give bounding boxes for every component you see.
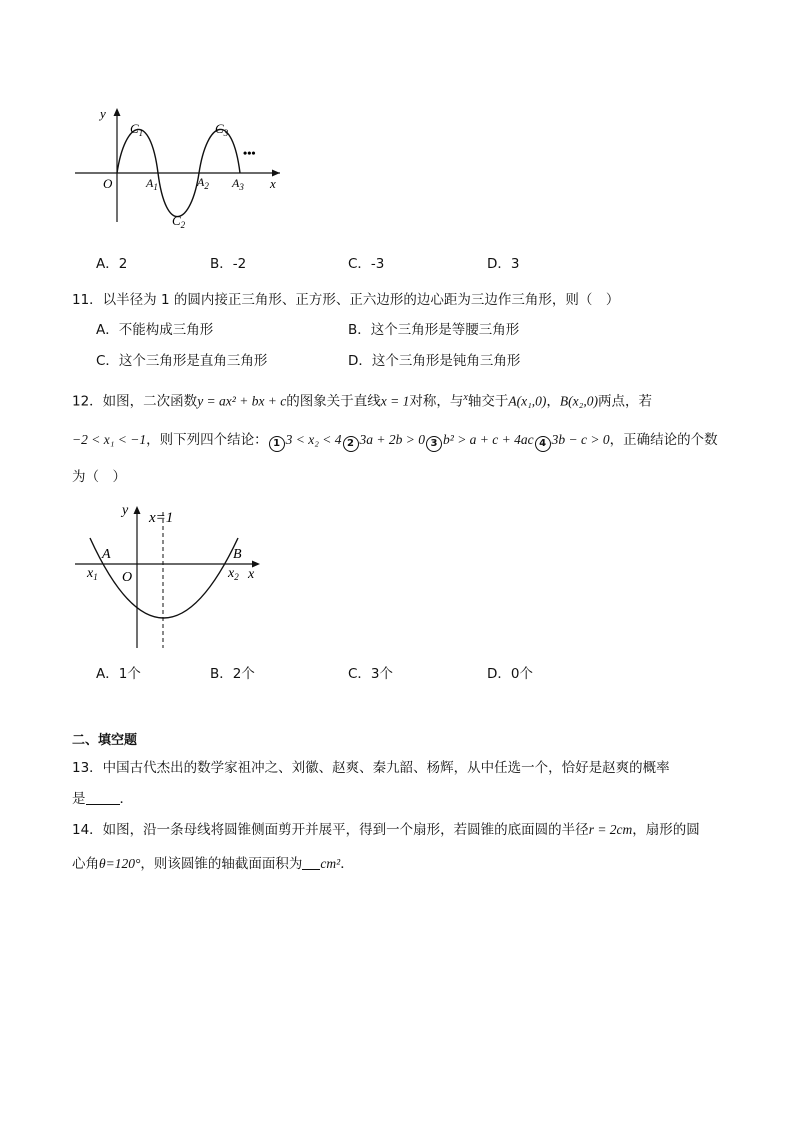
fig1-y-label: y bbox=[100, 106, 106, 121]
fig2-y-label: y bbox=[122, 503, 129, 518]
q11-option-d: D．这个三角形是钝角三角形 bbox=[348, 353, 521, 369]
q12-option-d: D．0个 bbox=[487, 666, 533, 682]
svg-text:C1: $C_1$ bbox=[130, 121, 144, 138]
fig1-ellipsis: ••• bbox=[243, 146, 256, 160]
q12-line1: 12．如图，二次函数y = ax² + bx + c的图象关于直线x = 1对称，与$^x$轴交于A(x₁,0)，B(x₂,0)两点，若 bbox=[72, 392, 652, 410]
q10-option-c: C．-3 bbox=[348, 256, 385, 272]
svg-text:A3: $A_3$ bbox=[232, 176, 244, 192]
fig1-origin-label: O bbox=[103, 176, 113, 191]
q14-line2: 心角θ=120°，则该圆锥的轴截面面积为 cm²． bbox=[72, 856, 354, 872]
fig1-a3: A bbox=[232, 176, 240, 190]
fig1-a2: A bbox=[197, 175, 205, 189]
fig2-origin-label: O bbox=[122, 570, 133, 585]
fig2-x1: x bbox=[87, 566, 94, 581]
section-title: 二、填空题 bbox=[72, 733, 138, 748]
fig1-x-label: x bbox=[270, 176, 276, 191]
fig2-b-label: B bbox=[233, 547, 242, 562]
q11-option-a: A．不能构成三角形 bbox=[96, 322, 214, 338]
q13-line1: 13．中国古代杰出的数学家祖冲之、刘徽、赵爽、秦九韶、杨辉，从中任选一个，恰好是赵爽的概率 bbox=[72, 760, 670, 776]
q12-option-a: A．1个 bbox=[96, 666, 141, 682]
svg-text:x1: $x_1$ bbox=[87, 566, 98, 582]
fig1-c3: C bbox=[215, 121, 224, 136]
fig1-a1: A bbox=[146, 176, 154, 190]
svg-text:x2: $x_2$ bbox=[228, 566, 239, 582]
q11-option-b: B．这个三角形是等腰三角形 bbox=[348, 322, 520, 338]
wave-figure bbox=[70, 100, 290, 235]
svg-text:C3: $C_3$ bbox=[215, 121, 229, 138]
q14-answer-blank bbox=[302, 857, 320, 870]
q12-line2: −2 < x₁ < −1，则下列四个结论： 1 3 < x₂ < 4 2 3a + 2b > 0 3 b² > a + c + 4ac 4 3b − c > 0，正确结论的个数 bbox=[72, 431, 718, 452]
q11-option-c: C．这个三角形是直角三角形 bbox=[96, 353, 268, 369]
q10-option-a: A．2 bbox=[96, 256, 128, 272]
q12-option-b: B．2个 bbox=[210, 666, 255, 682]
parabola-figure bbox=[70, 498, 270, 658]
fig2-x2: x bbox=[228, 566, 235, 581]
q12-option-c: C．3个 bbox=[348, 666, 394, 682]
fig1-c1: C bbox=[130, 121, 139, 136]
fig2-axis-label: x=1 bbox=[149, 510, 174, 526]
q10-option-b: B．-2 bbox=[210, 256, 247, 272]
q14-line1: 14．如图，沿一条母线将圆锥侧面剪开并展平，得到一个扇形，若圆锥的底面圆的半径r = 2cm，扇形的圆 bbox=[72, 822, 700, 838]
svg-text:A2: $A_2$ bbox=[197, 175, 209, 191]
fig2-a-label: A bbox=[102, 547, 111, 562]
q13-line2: 是 ． bbox=[72, 791, 133, 807]
q13-answer-blank bbox=[86, 792, 120, 805]
q10-option-d: D．3 bbox=[487, 256, 520, 272]
svg-text:C2: $C_2$ bbox=[172, 213, 186, 230]
fig2-x-label: x bbox=[248, 567, 255, 582]
q11-stem: 11．以半径为 1 的圆内接正三角形、正方形、正六边形的边心距为三边作三角形，则（ ） bbox=[72, 292, 620, 308]
q12-line3: 为（ ） bbox=[72, 469, 126, 485]
svg-text:A1: $A_1$ bbox=[146, 176, 158, 192]
fig1-c2: C bbox=[172, 213, 181, 228]
